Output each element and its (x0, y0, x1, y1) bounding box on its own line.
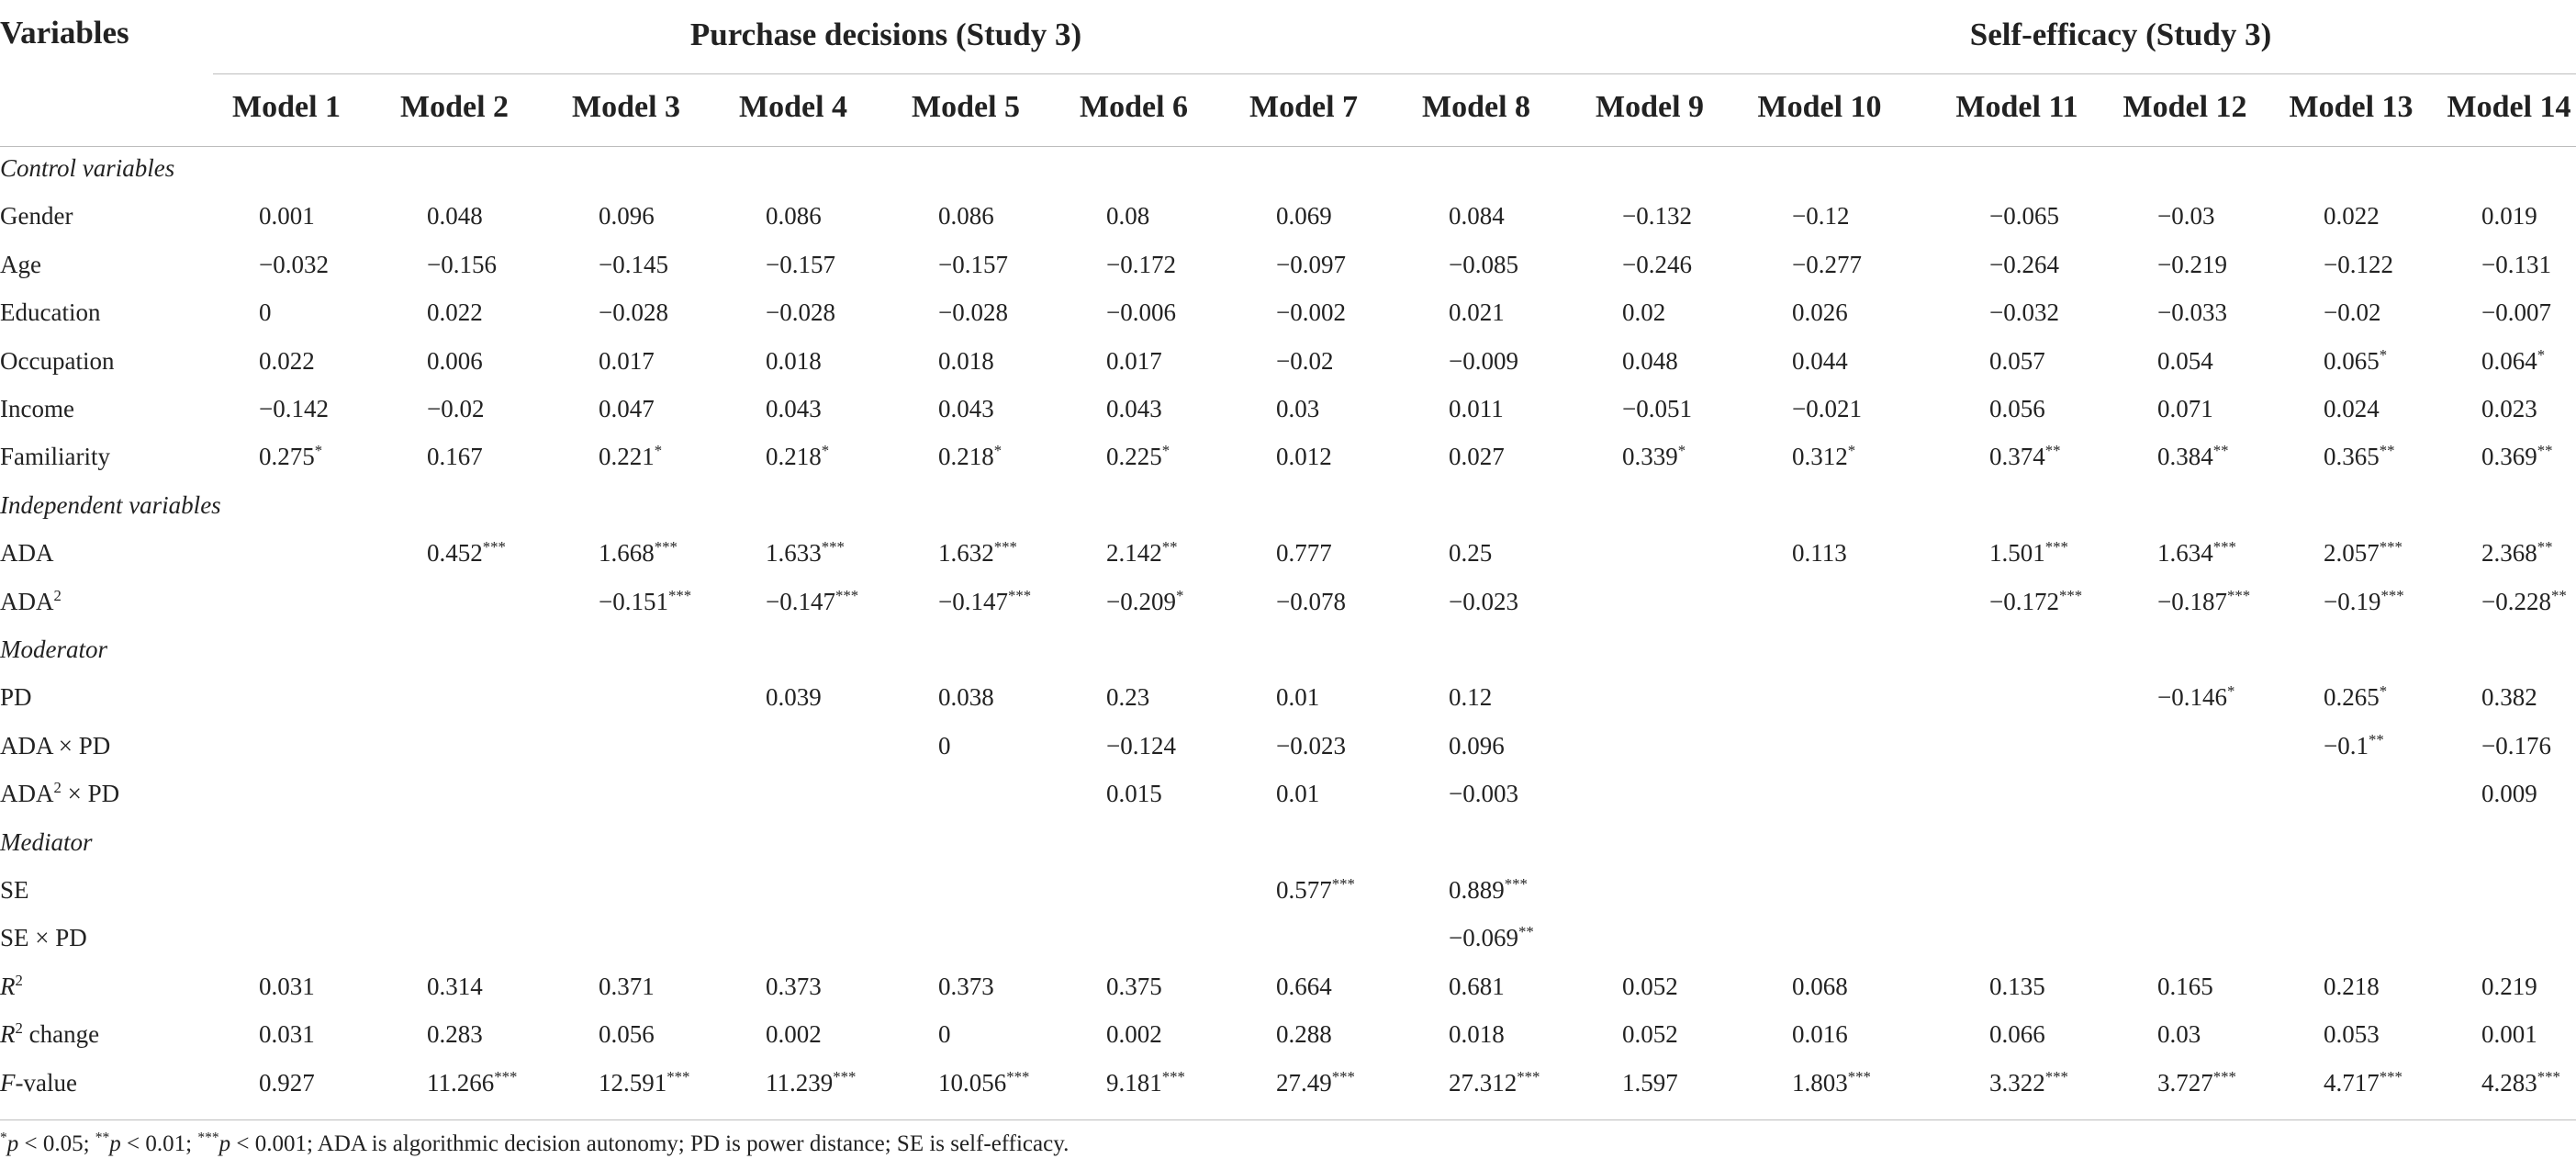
model-header: Model 12 (2122, 90, 2247, 124)
table-cell: 9.181*** (1106, 1068, 1185, 1097)
table-cell: 0.283 (427, 1020, 483, 1048)
significance-marker: * (314, 442, 323, 459)
section-row (0, 821, 2576, 869)
table-cell: −0.023 (1276, 732, 1346, 759)
table-cell: −0.02 (427, 395, 485, 422)
table-cell: 0.135 (1989, 973, 2045, 1000)
table-cell: 0.066 (1989, 1020, 2045, 1048)
table-cell: 0.018 (1449, 1020, 1505, 1048)
row-label: PD (0, 683, 32, 711)
table-cell: 0.113 (1792, 539, 1847, 567)
table-cell: 0.889*** (1449, 875, 1528, 904)
table-cell: 0.009 (2481, 780, 2537, 807)
table-cell: −0.172 (1106, 251, 1176, 278)
table-cell: −0.187*** (2157, 587, 2251, 615)
table-row (0, 869, 2576, 917)
table-cell: 0.01 (1276, 780, 1320, 807)
table-cell: −0.051 (1622, 395, 1692, 422)
table-cell: 0.018 (938, 347, 994, 375)
table-cell: 0.024 (2324, 395, 2380, 422)
table-cell: 0.23 (1106, 683, 1150, 711)
table-cell: 0.012 (1276, 443, 1332, 470)
significance-marker: * (1175, 587, 1184, 604)
table-cell: 0.043 (766, 395, 822, 422)
significance-marker: *** (1331, 1068, 1355, 1086)
table-row (0, 340, 2576, 388)
table-cell: 0.681 (1449, 973, 1505, 1000)
group-underline (213, 73, 2576, 74)
significance-marker: *** (1504, 875, 1528, 893)
significance-marker: ** (2550, 587, 2567, 604)
table-row (0, 532, 2576, 579)
table-cell: −0.028 (766, 298, 835, 326)
section-label: Mediator (0, 828, 93, 856)
table-cell: 0.312* (1792, 442, 1856, 470)
table-cell: 0.01 (1276, 683, 1320, 711)
table-cell: 0.057 (1989, 347, 2045, 375)
significance-marker: * (2379, 346, 2388, 364)
table-cell: 0.019 (2481, 202, 2537, 230)
table-cell: −0.157 (766, 251, 835, 278)
table-cell: 0.006 (427, 347, 483, 375)
table-cell: 2.057*** (2324, 538, 2402, 567)
table-cell: 0.25 (1449, 539, 1493, 567)
model-header: Model 11 (1955, 90, 2078, 124)
table-cell: 0.369** (2481, 442, 2553, 470)
table-cell: −0.147*** (938, 587, 1032, 615)
table-cell: 0.265* (2324, 682, 2388, 711)
group-header-purchase-decisions: Purchase decisions (Study 3) (689, 17, 1082, 52)
table-cell: 0.043 (938, 395, 994, 422)
table-footnote: *p < 0.05; **p < 0.01; ***p < 0.001; ADA is algorithmic decision autonomy; PD is power distance; SE is self-efficacy. (0, 1130, 1070, 1156)
significance-marker: *** (2212, 538, 2236, 556)
table-cell: −0.246 (1622, 251, 1692, 278)
significance-marker: *** (2380, 587, 2404, 604)
table-cell: 0.068 (1792, 973, 1848, 1000)
table-cell: −0.209* (1106, 587, 1184, 615)
significance-marker: *** (667, 587, 692, 604)
table-cell: −0.264 (1989, 251, 2059, 278)
significance-marker: *** (654, 538, 678, 556)
table-row (0, 1062, 2576, 1109)
table-cell: 0.288 (1276, 1020, 1332, 1048)
row-label: ADA$^2$ (0, 587, 62, 615)
table-cell: 0.021 (1449, 298, 1505, 326)
table-cell: −0.002 (1276, 298, 1346, 326)
table-cell: −0.028 (599, 298, 668, 326)
table-cell: 0.031 (259, 973, 315, 1000)
table-cell: 0.096 (599, 202, 655, 230)
table-row (0, 917, 2576, 964)
row-label: $R^2$ change (0, 1019, 100, 1048)
table-cell: 1.597 (1622, 1069, 1678, 1097)
table-cell: 0.023 (2481, 395, 2537, 422)
table-cell: 1.501*** (1989, 538, 2068, 567)
table-bottom-rule (0, 1119, 2576, 1120)
table-cell: 0.031 (259, 1020, 315, 1048)
row-label: F-value (0, 1069, 77, 1097)
significance-marker: * (1161, 442, 1170, 459)
significance-marker: *** (2212, 1068, 2236, 1086)
row-label: Gender (0, 202, 73, 230)
table-row (0, 291, 2576, 339)
table-cell: 11.239*** (766, 1068, 857, 1097)
table-cell: 0.927 (259, 1069, 315, 1097)
significance-marker: ** (1518, 923, 1534, 940)
table-cell: −0.006 (1106, 298, 1176, 326)
table-cell: 0.452*** (427, 538, 506, 567)
variables-header: Variables (0, 15, 129, 51)
table-cell: 1.632*** (938, 538, 1017, 567)
row-label: ADA (0, 539, 54, 567)
significance-marker: * (1847, 442, 1856, 459)
table-cell: 0.026 (1792, 298, 1848, 326)
table-row (0, 435, 2576, 483)
table-cell: 0.373 (766, 973, 822, 1000)
table-cell: −0.156 (427, 251, 497, 278)
table-cell: 0.056 (599, 1020, 655, 1048)
table-cell: −0.147*** (766, 587, 859, 615)
table-cell: 0.048 (1622, 347, 1678, 375)
table-cell: 0.12 (1449, 683, 1493, 711)
table-cell: 0.001 (259, 202, 315, 230)
table-cell: 0.043 (1106, 395, 1162, 422)
table-cell: 0.022 (427, 298, 483, 326)
section-label: Control variables (0, 154, 175, 182)
table-row (0, 965, 2576, 1013)
significance-marker: *** (833, 1068, 857, 1086)
table-cell: 0.218* (766, 442, 830, 470)
table-cell: −0.124 (1106, 732, 1176, 759)
table-cell: 0.275* (259, 442, 323, 470)
table-cell: 0.044 (1792, 347, 1848, 375)
table-cell: 0.365** (2324, 442, 2395, 470)
model-header: Model 13 (2289, 90, 2414, 124)
table-cell: −0.172*** (1989, 587, 2083, 615)
table-cell: 3.322*** (1989, 1068, 2068, 1097)
table-cell: 4.717*** (2324, 1068, 2402, 1097)
model-header: Model 6 (1079, 90, 1189, 124)
table-cell: 0.016 (1792, 1020, 1848, 1048)
significance-marker: * (2537, 346, 2546, 364)
table-cell: 0.219 (2481, 973, 2537, 1000)
table-cell: 0.002 (766, 1020, 822, 1048)
table-cell: −0.065 (1989, 202, 2059, 230)
significance-marker: *** (1007, 587, 1032, 604)
significance-marker: *** (2044, 538, 2068, 556)
group-header-self-efficacy: Self-efficacy (Study 3) (1969, 17, 2272, 52)
table-cell: 0.339* (1622, 442, 1686, 470)
significance-marker: *** (1006, 1068, 1030, 1086)
table-row (0, 388, 2576, 435)
row-label: $ADA^2$ × PD (0, 779, 120, 807)
table-cell: 0.086 (766, 202, 822, 230)
significance-marker: * (821, 442, 830, 459)
significance-marker: *** (2058, 587, 2083, 604)
table-cell: 0 (938, 732, 951, 759)
table-cell: 0.047 (599, 395, 655, 422)
table-cell: −0.021 (1792, 395, 1862, 422)
table-cell: 0.015 (1106, 780, 1162, 807)
table-cell: −0.03 (2157, 202, 2215, 230)
significance-marker: *** (993, 538, 1017, 556)
table-row (0, 676, 2576, 724)
table-cell: 0.022 (259, 347, 315, 375)
table-cell: −0.003 (1449, 780, 1518, 807)
table-cell: 0.048 (427, 202, 483, 230)
table-cell: 0.017 (1106, 347, 1162, 375)
table-cell: 0.039 (766, 683, 822, 711)
section-row (0, 628, 2576, 676)
table-cell: 0.218* (938, 442, 1002, 470)
table-cell: −0.228** (2481, 587, 2567, 615)
table-cell: −0.097 (1276, 251, 1346, 278)
table-cell: 0.086 (938, 202, 994, 230)
table-cell: −0.023 (1449, 588, 1518, 615)
model-header: Model 4 (738, 90, 848, 124)
table-cell: 10.056*** (938, 1068, 1030, 1097)
table-cell: −0.007 (2481, 298, 2551, 326)
table-cell: 0.052 (1622, 973, 1678, 1000)
significance-marker: ** (2044, 442, 2061, 459)
table-cell: 3.727*** (2157, 1068, 2236, 1097)
table-cell: 0.577*** (1276, 875, 1355, 904)
significance-marker: *** (1847, 1068, 1871, 1086)
row-label: $R^2$ (0, 972, 23, 1000)
row-label: Occupation (0, 347, 115, 375)
table-cell: 0.03 (1276, 395, 1320, 422)
significance-marker: *** (2379, 538, 2402, 556)
table-cell: 12.591*** (599, 1068, 690, 1097)
table-row (0, 580, 2576, 628)
row-label: ADA × PD (0, 732, 111, 759)
table-cell: 0.018 (766, 347, 822, 375)
table-row (0, 772, 2576, 820)
table-cell: −0.02 (1276, 347, 1334, 375)
table-cell: 0.373 (938, 973, 994, 1000)
significance-marker: *** (834, 587, 859, 604)
table-cell: 0.069 (1276, 202, 1332, 230)
significance-marker: *** (2537, 1068, 2560, 1086)
table-cell: 0.038 (938, 683, 994, 711)
significance-marker: *** (666, 1068, 690, 1086)
model-header: Model 7 (1249, 90, 1359, 124)
table-cell: −0.02 (2324, 298, 2381, 326)
significance-marker: *** (1161, 1068, 1185, 1086)
significance-marker: *** (821, 538, 845, 556)
table-cell: 2.142** (1106, 538, 1178, 567)
table-cell: −0.009 (1449, 347, 1518, 375)
model-header: Model 8 (1421, 90, 1531, 124)
row-label: Income (0, 395, 74, 422)
table-cell: −0.132 (1622, 202, 1692, 230)
table-cell: 0.017 (599, 347, 655, 375)
table-cell: 0.002 (1106, 1020, 1162, 1048)
table-cell: −0.032 (259, 251, 329, 278)
table-row (0, 195, 2576, 242)
table-cell: −0.142 (259, 395, 329, 422)
table-cell: 0.777 (1276, 539, 1332, 567)
table-cell: 0.314 (427, 973, 483, 1000)
model-header: Model 2 (399, 90, 510, 124)
table-cell: 0.384** (2157, 442, 2229, 470)
table-cell: 0.052 (1622, 1020, 1678, 1048)
table-cell: −0.176 (2481, 732, 2551, 759)
significance-marker: ** (2537, 538, 2553, 556)
table-cell: 0.03 (2157, 1020, 2201, 1048)
table-cell: 0 (938, 1020, 951, 1048)
table-cell: 0 (259, 298, 272, 326)
table-row (0, 725, 2576, 772)
table-cell: 1.803*** (1792, 1068, 1871, 1097)
table-cell: 1.634*** (2157, 538, 2236, 567)
model-header: Model 9 (1595, 90, 1705, 124)
significance-marker: *** (1517, 1068, 1540, 1086)
table-cell: −0.028 (938, 298, 1008, 326)
table-cell: −0.277 (1792, 251, 1862, 278)
table-cell: −0.085 (1449, 251, 1518, 278)
table-cell: 1.633*** (766, 538, 845, 567)
table-row (0, 243, 2576, 291)
table-cell: 0.374** (1989, 442, 2061, 470)
significance-marker: * (993, 442, 1002, 459)
significance-marker: *** (482, 538, 506, 556)
table-cell: −0.12 (1792, 202, 1850, 230)
table-cell: 0.084 (1449, 202, 1505, 230)
table-cell: 0.071 (2157, 395, 2213, 422)
significance-marker: * (2379, 682, 2388, 700)
table-cell: 0.221* (599, 442, 663, 470)
table-cell: 27.312*** (1449, 1068, 1540, 1097)
model-header: Model 14 (2447, 90, 2571, 124)
table-cell: 0.371 (599, 973, 655, 1000)
significance-marker: *** (2379, 1068, 2402, 1086)
table-cell: 2.368** (2481, 538, 2553, 567)
table-cell: 0.053 (2324, 1020, 2380, 1048)
table-cell: −0.219 (2157, 251, 2227, 278)
significance-marker: *** (2226, 587, 2251, 604)
table-cell: 4.283*** (2481, 1068, 2560, 1097)
table-cell: −0.157 (938, 251, 1008, 278)
table-cell: −0.1** (2324, 731, 2384, 759)
table-cell: 0.167 (427, 443, 483, 470)
significance-marker: * (1677, 442, 1686, 459)
table-cell: −0.069** (1449, 923, 1534, 951)
significance-marker: ** (2368, 731, 2384, 748)
table-cell: −0.078 (1276, 588, 1346, 615)
significance-marker: * (654, 442, 663, 459)
significance-marker: ** (1161, 538, 1178, 556)
table-cell: 1.668*** (599, 538, 678, 567)
row-label: SE × PD (0, 924, 87, 951)
table-cell: 0.027 (1449, 443, 1505, 470)
model-header: Model 1 (231, 90, 342, 124)
table-cell: 0.382 (2481, 683, 2537, 711)
table-cell: 0.225* (1106, 442, 1170, 470)
table-cell: 0.375 (1106, 973, 1162, 1000)
table-cell: −0.122 (2324, 251, 2393, 278)
significance-marker: *** (494, 1068, 518, 1086)
table-cell: 11.266*** (427, 1068, 518, 1097)
model-header: Model 10 (1757, 90, 1882, 124)
significance-marker: ** (2537, 442, 2553, 459)
table-cell: 0.065* (2324, 346, 2388, 375)
model-header: Model 5 (911, 90, 1021, 124)
table-cell: −0.146* (2157, 682, 2235, 711)
section-label: Independent variables (0, 491, 221, 519)
table-cell: 0.08 (1106, 202, 1150, 230)
table-cell: −0.145 (599, 251, 668, 278)
significance-marker: ** (2379, 442, 2395, 459)
section-row (0, 484, 2576, 532)
significance-marker: * (2226, 682, 2235, 700)
table-cell: −0.032 (1989, 298, 2059, 326)
table-cell: 0.02 (1622, 298, 1666, 326)
table-cell: 0.218 (2324, 973, 2380, 1000)
table-cell: 0.022 (2324, 202, 2380, 230)
row-label: Age (0, 251, 41, 278)
table-cell: 0.096 (1449, 732, 1505, 759)
model-header: Model 3 (571, 90, 681, 124)
table-cell: −0.131 (2481, 251, 2551, 278)
table-cell: −0.151*** (599, 587, 692, 615)
table-cell: 0.064* (2481, 346, 2546, 375)
table-cell: 0.165 (2157, 973, 2213, 1000)
significance-marker: ** (2212, 442, 2229, 459)
row-label: Familiarity (0, 443, 110, 470)
table-cell: 0.001 (2481, 1020, 2537, 1048)
significance-marker: *** (1331, 875, 1355, 893)
table-cell: 0.011 (1449, 395, 1504, 422)
table-cell: 0.664 (1276, 973, 1332, 1000)
significance-marker: *** (2044, 1068, 2068, 1086)
table-row (0, 1013, 2576, 1061)
table-cell: −0.033 (2157, 298, 2227, 326)
table-cell: −0.19*** (2324, 587, 2404, 615)
row-label: SE (0, 876, 29, 904)
section-row (0, 147, 2576, 195)
table-cell: 0.056 (1989, 395, 2045, 422)
table-cell: 0.054 (2157, 347, 2213, 375)
section-label: Moderator (0, 636, 107, 663)
table-cell: 27.49*** (1276, 1068, 1355, 1097)
row-label: Education (0, 298, 101, 326)
